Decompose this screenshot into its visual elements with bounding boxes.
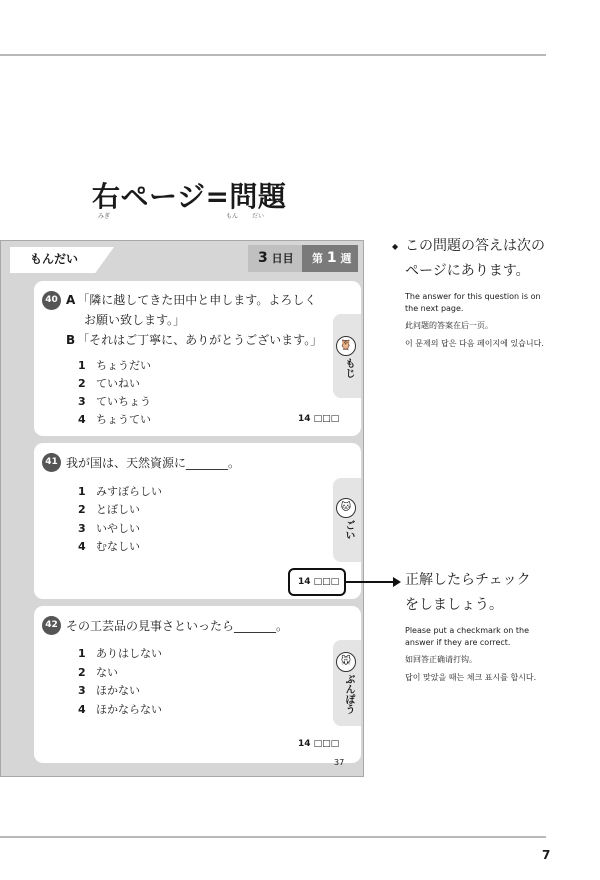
answer-choice[interactable]: 1 みすぼらしい — [78, 485, 162, 498]
owl-icon: 🦉 — [336, 336, 356, 356]
answer-choice[interactable]: 4 ちょうてい — [78, 413, 151, 426]
day-label: 3 日目 — [258, 250, 294, 266]
tab-label: もんだい — [30, 252, 79, 266]
sample-page-number: 37 — [334, 758, 345, 767]
side-label-goi: ごい — [343, 520, 354, 540]
ruby-dai: だい — [252, 213, 265, 220]
answer-choice[interactable]: 2 ない — [78, 666, 118, 679]
question-line: A 「隣に越してきた田中と申します。よろしく — [66, 293, 317, 307]
answer-choice[interactable]: 3 いやしい — [78, 522, 140, 535]
note-chinese: 此问题的答案在后一页。 — [405, 321, 493, 330]
side-label-moji: もじ — [343, 358, 354, 378]
checkbox-highlight — [288, 568, 346, 596]
answer-choice[interactable]: 3 ていちょう — [78, 395, 151, 408]
answer-choice[interactable]: 3 ほかない — [78, 684, 140, 697]
question-line: お願い致します。」 — [84, 313, 186, 327]
cat-icon: 🐱 — [336, 498, 356, 518]
answer-choice[interactable]: 4 ほかならない — [78, 703, 162, 716]
check-boxes[interactable]: 14 □□□ — [298, 739, 340, 749]
top-rule — [0, 54, 546, 56]
check-boxes[interactable]: 14 □□□ — [298, 577, 340, 587]
note-jp-line: この問題の答えは次の — [405, 238, 545, 254]
answer-choice[interactable]: 1 ちょうだい — [78, 359, 151, 372]
note-english: The answer for this question is on the next page. — [405, 292, 541, 313]
mouse-icon: 🐭 — [336, 652, 356, 672]
diamond-bullet-icon: ◆ — [392, 242, 399, 251]
callout-arrow-line — [346, 581, 394, 583]
note-jp-line: 正解したらチェック — [405, 572, 531, 588]
note-korean: 답이 맞았을 때는 체크 표시를 합시다. — [405, 673, 537, 682]
ruby-mon: もん — [226, 213, 239, 220]
question-line: その工芸品の見事さといったら_______。 — [66, 619, 289, 633]
question-line: B 「それはご丁寧に、ありがとうございます。」 — [66, 333, 323, 347]
note-jp-line: ページにあります。 — [405, 263, 530, 279]
answer-choice[interactable]: 2 ていねい — [78, 377, 140, 390]
side-tab-moji — [333, 314, 361, 398]
answer-choice[interactable]: 4 むなしい — [78, 540, 140, 553]
answer-choice[interactable]: 2 とぼしい — [78, 503, 140, 516]
answer-choice[interactable]: 1 ありはしない — [78, 647, 162, 660]
bottom-rule — [0, 836, 546, 838]
side-label-bunpou: ぶんぽう — [343, 674, 354, 714]
note-english: Please put a checkmark on the answer if they are correct. — [405, 626, 529, 647]
week-label: 第 1 週 — [312, 250, 352, 266]
note-chinese: 如回答正确请打钩。 — [405, 655, 477, 664]
ruby-migi: みぎ — [98, 213, 111, 220]
note-jp-line: をしましょう。 — [405, 597, 503, 613]
question-number: 42 — [42, 616, 61, 635]
question-number: 41 — [42, 453, 61, 472]
arrow-right-icon — [393, 577, 401, 587]
check-boxes[interactable]: 14 □□□ — [298, 414, 340, 424]
page-number: 7 — [542, 848, 551, 862]
question-line: 我が国は、天然資源に_______。 — [66, 456, 241, 470]
note-korean: 이 문제의 답은 다음 페이지에 있습니다. — [405, 339, 544, 348]
question-number: 40 — [42, 291, 61, 310]
page-title: 右ページ=問題 — [92, 180, 287, 213]
